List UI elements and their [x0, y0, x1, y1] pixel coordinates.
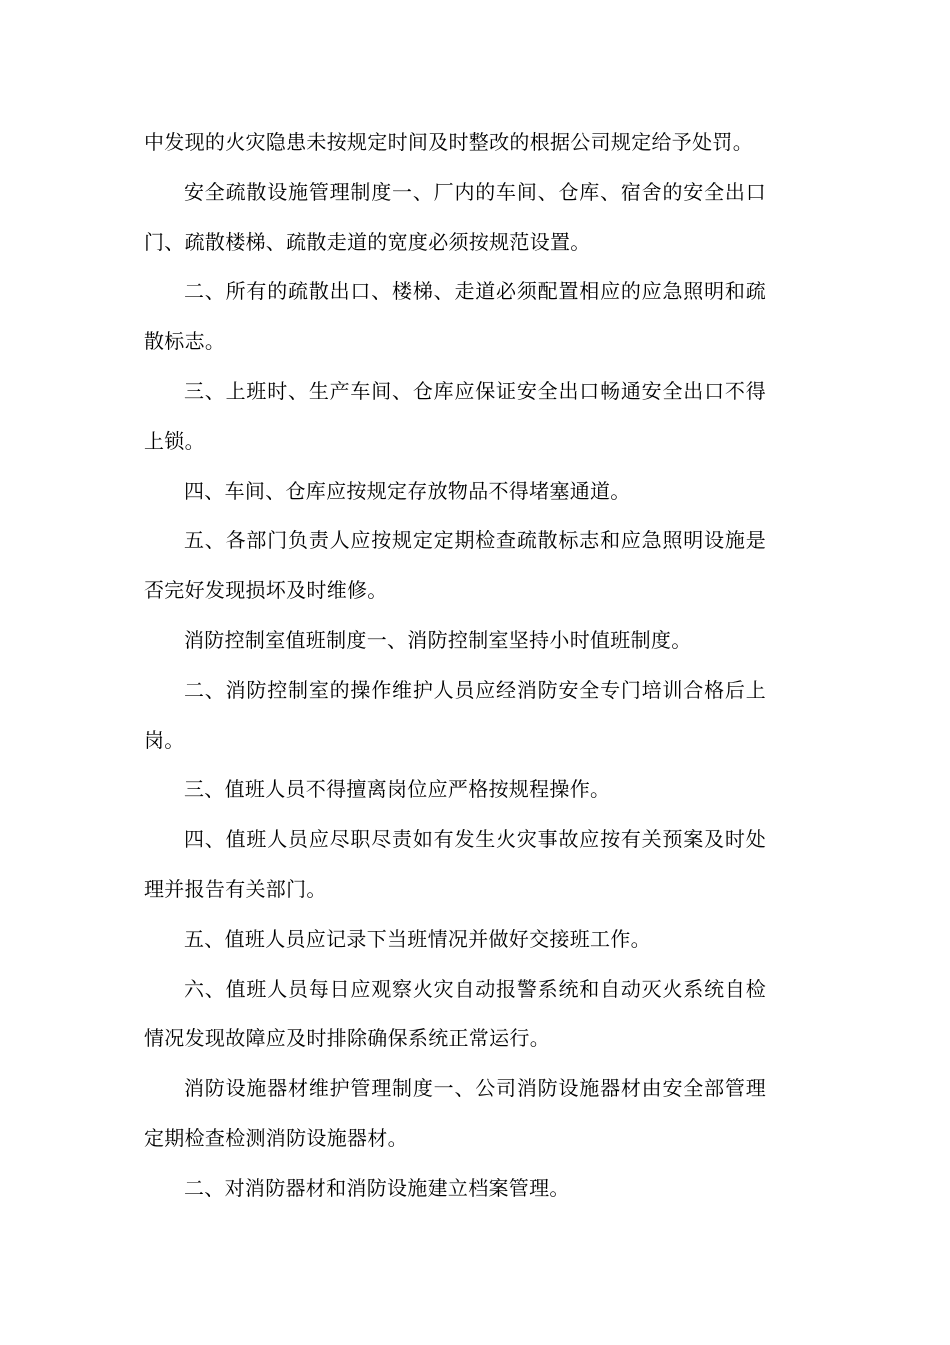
paragraph-control-room-item-2: 二、消防控制室的操作维护人员应经消防安全专门培训合格后上岗。 [144, 677, 766, 752]
document-body [144, 118, 766, 1214]
paragraph-continuation: 中发现的火灾隐患未按规定时间及时整改的根据公司规定给予处罚。 [144, 130, 753, 154]
paragraph-evacuation-item-4: 四、车间、仓库应按规定存放物品不得堵塞通道。 [184, 478, 631, 503]
paragraph-evacuation-rules-intro: 安全疏散设施管理制度一、厂内的车间、仓库、宿舍的安全出口门、疏散楼梯、疏散走道的宽度必须按规范设置。 [144, 179, 766, 254]
paragraph-equipment-rules-intro: 消防设施器材维护管理制度一、公司消防设施器材由安全部管理定期检查检测消防设施器材。 [144, 1076, 766, 1150]
paragraph-control-room-item-5: 五、值班人员应记录下当班情况并做好交接班工作。 [184, 926, 651, 951]
paragraph-control-room-item-3: 三、值班人员不得擅离岗位应严格按规程操作。 [184, 777, 611, 802]
paragraph-control-room-intro: 消防控制室值班制度一、消防控制室坚持小时值班制度。 [184, 627, 692, 652]
paragraph-evacuation-item-2: 二、所有的疏散出口、楼梯、走道必须配置相应的应急照明和疏散标志。 [144, 279, 766, 354]
paragraph-control-room-item-6: 六、值班人员每日应观察火灾自动报警系统和自动灭火系统自检情况发现故障应及时排除确保系统正常运行。 [144, 976, 766, 1051]
paragraph-control-room-item-4: 四、值班人员应尽职尽责如有发生火灾事故应按有关预案及时处理并报告有关部门。 [144, 827, 766, 901]
paragraph-evacuation-item-3: 三、上班时、生产车间、仓库应保证安全出口畅通安全出口不得上锁。 [144, 378, 766, 453]
paragraph-equipment-item-2: 二、对消防器材和消防设施建立档案管理。 [184, 1175, 570, 1200]
paragraph-evacuation-item-5: 五、各部门负责人应按规定定期检查疏散标志和应急照明设施是否完好发现损坏及时维修。 [144, 528, 766, 603]
